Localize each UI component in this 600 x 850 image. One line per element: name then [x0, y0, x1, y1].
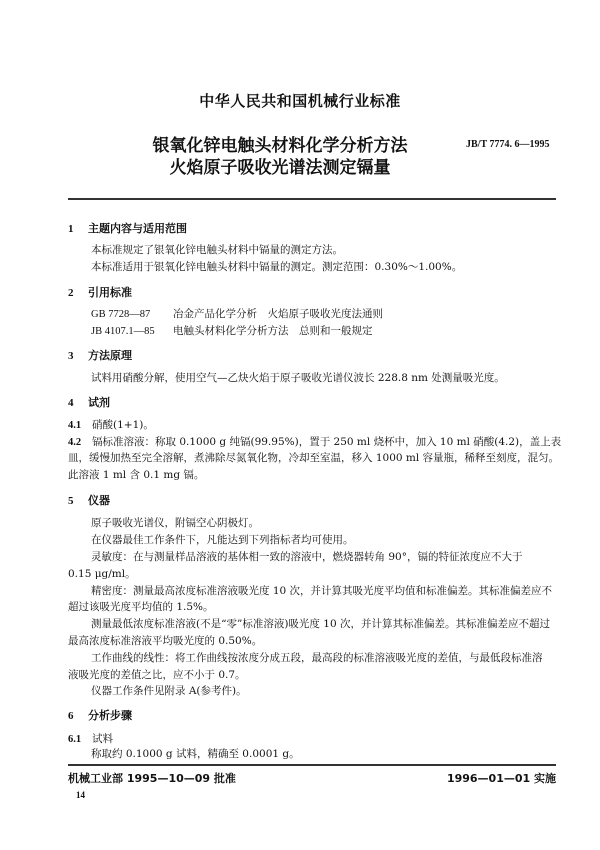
section-5-heading	[68, 492, 110, 508]
section-title: 引用标准	[88, 286, 132, 299]
section-number: 6	[68, 710, 74, 722]
footer-divider	[68, 764, 556, 766]
section-4-heading	[68, 394, 110, 410]
reference-row	[91, 307, 383, 322]
paragraph-continued: 液吸光度的差值之比，应不小于 0.7。	[68, 669, 246, 681]
section-3-heading	[68, 347, 132, 363]
approval-date: 机械工业部 1995—10—09 批准	[68, 772, 236, 785]
effective-date: 1996—01—01 实施	[446, 772, 556, 785]
reference-row	[91, 324, 373, 339]
reference-code: GB 7728—87	[91, 309, 151, 320]
paragraph: 灵敏度：在与测量样品溶液的基体相一致的溶液中，燃烧器转角 90°，镉的特征浓度应不大于	[91, 551, 523, 563]
clause-4-2	[68, 434, 561, 449]
section-number: 2	[68, 287, 74, 299]
reference-code: JB 4107.1—85	[91, 326, 155, 337]
section-number: 5	[68, 495, 74, 507]
section-number: 3	[68, 350, 74, 362]
section-title: 方法原理	[88, 349, 132, 362]
reference-title: 电触头材料化学分析方法 总则和一般规定	[173, 325, 373, 337]
section-2-heading	[68, 284, 132, 300]
section-title: 主题内容与适用范围	[88, 222, 187, 235]
clause-number: 4.2	[68, 437, 82, 448]
clause-text-continued: 皿，缓慢加热至完全溶解，煮沸除尽氮氧化物，冷却至室温，移入 1000 ml 容量瓶，稀释至刻度，混匀。	[68, 452, 560, 464]
section-number: 4	[68, 397, 74, 409]
title-line-2: 火焰原子吸收光谱法测定镉量	[169, 158, 391, 178]
paragraph-continued: 超过该吸光度平均值的 1.5%。	[68, 601, 214, 613]
paragraph: 精密度：测量最高浓度标准溶液吸光度 10 次，并计算其吸光度平均值和标准偏差。其标准偏差应不	[91, 585, 553, 597]
paragraph: 本标准规定了银氧化锌电触头材料中镉量的测定方法。	[91, 244, 343, 256]
paragraph-continued: 0.15 μg/ml。	[68, 568, 136, 580]
paragraph: 称取约 0.1000 g 试料，精确至 0.0001 g。	[91, 748, 300, 760]
paragraph: 仪器工作条件见附录 A(参考件)。	[91, 685, 247, 697]
issuing-organization: 中华人民共和国机械行业标准	[199, 92, 401, 110]
section-title: 分析步骤	[88, 709, 132, 722]
section-1-heading	[68, 220, 187, 236]
paragraph: 本标准适用于银氧化锌电触头材料中镉量的测定。测定范围：0.30%～1.00%。	[91, 261, 463, 273]
paragraph: 工作曲线的线性：将工作曲线按浓度分成五段，最高段的标准溶液吸光度的差值，与最低段标准溶	[91, 652, 543, 664]
clause-text: 镉标准溶液：称取 0.1000 g 纯镉(99.95%)，置于 250 ml 烧杯中，加入 10 ml 硝酸(4.2)，盖上表	[92, 436, 562, 448]
page-number: 14	[76, 790, 85, 800]
clause-text: 硝酸(1+1)。	[92, 419, 154, 431]
paragraph: 原子吸收光谱仪，附镉空心阴极灯。	[91, 517, 259, 529]
clause-number: 4.1	[68, 420, 82, 431]
paragraph: 试料用硝酸分解，使用空气—乙炔火焰于原子吸收光谱仪波长 228.8 nm 处测量吸光度。	[91, 372, 505, 384]
section-title: 仪器	[88, 494, 110, 507]
clause-4-1	[68, 417, 154, 432]
reference-title: 冶金产品化学分析 火焰原子吸收光度法通则	[173, 308, 383, 320]
title-line-1: 银氧化锌电触头材料化学分析方法	[152, 136, 408, 156]
paragraph-continued: 最高浓度标准溶液平均吸光度的 0.50%。	[68, 635, 263, 647]
section-number: 1	[68, 223, 74, 235]
clause-6-1	[68, 731, 113, 746]
standard-number: JB/T 7774. 6—1995	[466, 139, 550, 150]
section-title: 试剂	[88, 396, 110, 409]
clause-title: 试料	[92, 733, 113, 745]
paragraph: 在仪器最佳工作条件下，凡能达到下列指标者均可使用。	[91, 534, 354, 546]
section-6-heading	[68, 707, 132, 723]
header-divider	[68, 198, 556, 200]
paragraph: 测量最低浓度标准溶液(不是“零”标准溶液)吸光度 10 次，并计算其标准偏差。其标准偏差应不超过	[91, 618, 550, 630]
clause-text-continued: 此溶液 1 ml 含 0.1 mg 镉。	[68, 469, 205, 481]
clause-number: 6.1	[68, 734, 82, 745]
